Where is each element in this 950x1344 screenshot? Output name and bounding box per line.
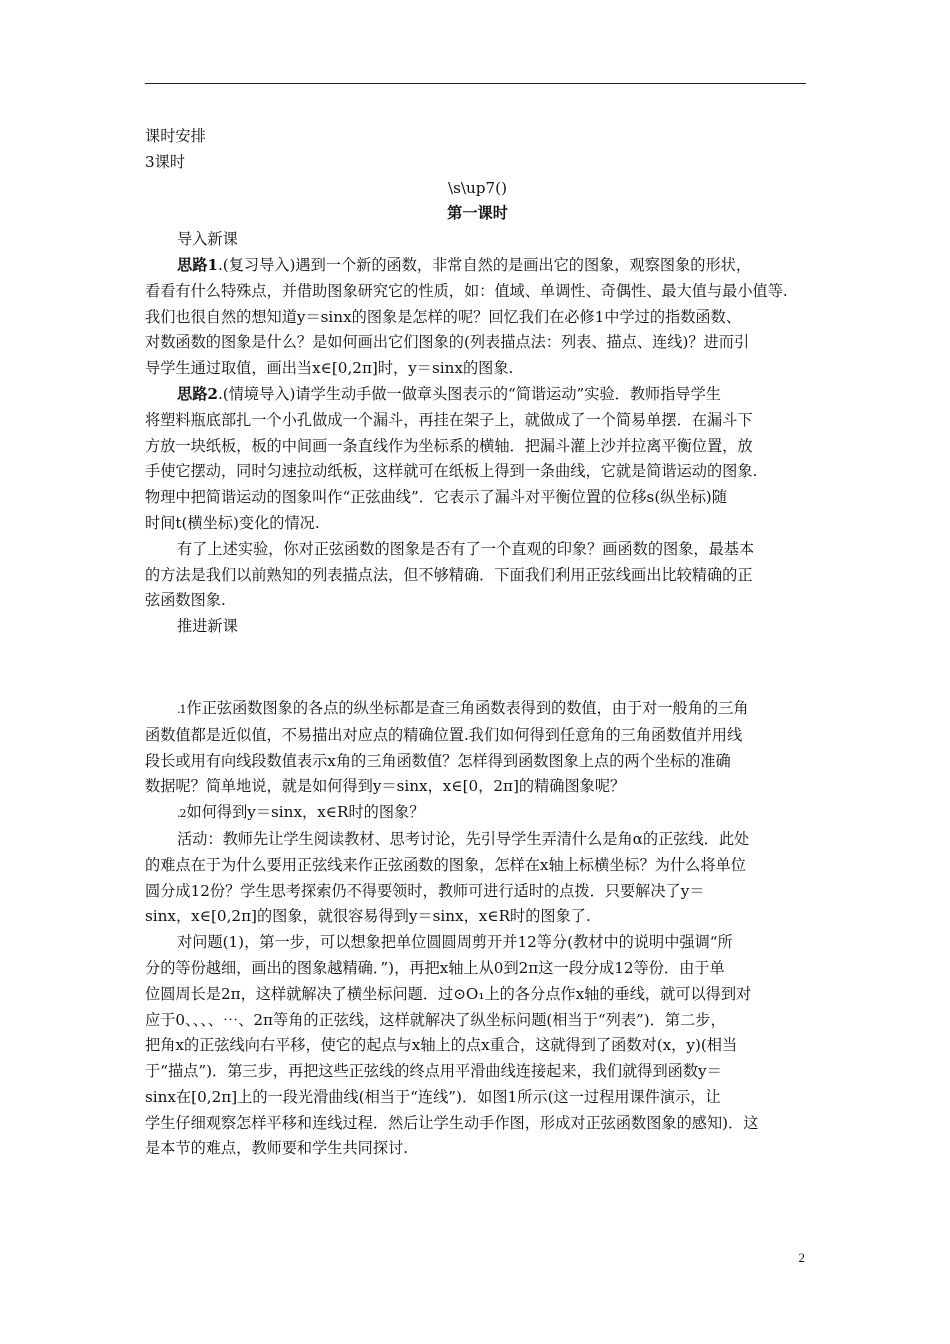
- idea2-first-line: [145, 382, 810, 408]
- question1-line: 段长或用有向线段数值表示x角的三角函数值？怎样得到函数图象上点的两个坐标的准确: [145, 751, 731, 770]
- experiment-line: 有了上述实验，你对正弦函数的图象是否有了一个直观的印象？画函数的图象，最基本: [177, 539, 755, 558]
- section-heading-intro: 导入新课: [177, 230, 238, 249]
- activity-line: 活动：教师先让学生阅读教材、思考讨论，先引导学生弄清什么是角α的正弦线．此处: [177, 829, 750, 848]
- experiment-line: 弦函数图象.: [145, 591, 226, 610]
- idea2-line: 方放一块纸板，板的中间画一条直线作为坐标系的横轴．把漏斗灌上沙并拉离平衡位置，放: [145, 436, 753, 455]
- experiment-paragraph: [145, 537, 810, 614]
- activity-line: 圆分成12份？学生思考探索仍不得要领时，教师可进行适时的点拨．只要解决了y＝: [145, 881, 705, 900]
- question2-number: .2: [177, 807, 186, 821]
- problem1-line: sinx在[0,2π]上的一段光滑曲线(相当于“连线”)．如图1所示(这一过程用课件演示，让: [145, 1087, 721, 1106]
- idea1-line: 导学生通过取值，画出当x∈[0,2π]时，y＝sinx的图象.: [145, 359, 514, 378]
- lesson-title: 第一课时: [447, 204, 508, 223]
- problem1-line: 把角x的正弦线向右平移，使它的起点与x轴上的点x重合，这就得到了函数对(x，y)(相当: [145, 1036, 738, 1055]
- question1-line: 作正弦函数图象的各点的纵坐标都是查三角函数表得到的数值，由于对一般角的三角: [186, 698, 749, 717]
- schedule-label: 课时安排: [145, 127, 206, 145]
- experiment-line: 的方法是我们以前熟知的列表描点法，但不够精确．下面我们利用正弦线画出比较精确的正: [145, 565, 753, 584]
- question1-line: 函数值都是近似值，不易描出对应点的精确位置.我们如何得到任意角的三角函数值并用线: [145, 725, 743, 744]
- problem1-line: 于“描点”)．第三步，再把这些正弦线的终点用平滑曲线连接起来，我们就得到函数y＝: [145, 1062, 722, 1081]
- idea1-line: 看看有什么特殊点，并借助图象研究它的性质，如：值域、单调性、奇偶性、最大值与最小值等.: [145, 281, 788, 300]
- problem1-paragraph: [145, 930, 810, 1162]
- problem1-line: 应于0、、、、⋯、2π等角的正弦线，这样就解决了纵坐标问题(相当于“列表”)．第二步，: [145, 1010, 726, 1029]
- problem1-line: 是本节的难点，教师要和学生共同探讨.: [145, 1139, 409, 1158]
- question1-number: .1: [177, 702, 186, 716]
- section-heading-new: 推进新课: [177, 617, 238, 636]
- question1-first-line: [145, 696, 810, 723]
- problem1-line: 分的等份越细，画出的图象越精确．”)，再把x轴上从0到2π这一段分成12等份．由于单: [145, 958, 725, 977]
- idea1-line: 我们也很自然的想知道y＝sinx的图象是怎样的呢？回忆我们在必修1中学过的指数函数、: [145, 307, 741, 326]
- activity-paragraph: [145, 827, 810, 930]
- idea2-line: .(情境导入)请学生动手做一做章头图表示的“简谐运动”实验．教师指导学生: [217, 384, 721, 403]
- activity-line: 的难点在于为什么要用正弦线来作正弦函数的图象，怎样在x轴上标横坐标？为什么将单位: [145, 855, 746, 874]
- code-line: \s\up7(): [447, 178, 508, 197]
- problem1-line: 位圆周长是2π，这样就解决了横坐标问题．过⊙O₁上的各分点作x轴的垂线，就可以得到对: [145, 984, 752, 1003]
- question2-text: 如何得到y＝sinx，x∈R时的图象？: [186, 803, 425, 822]
- idea1-paragraph: [145, 253, 810, 382]
- schedule-value: 3课时: [145, 152, 186, 171]
- idea1-line: .(复习导入)遇到一个新的函数，非常自然的是画出它的图象，观察图象的形状，: [217, 255, 752, 274]
- problem1-line: 学生仔细观察怎样平移和连线过程．然后让学生动手作图，形成对正弦函数图象的感知)．这: [145, 1113, 759, 1132]
- question2-line: [145, 800, 810, 827]
- idea2-line: 物理中把简谐运动的图象叫作“正弦曲线”．它表示了漏斗对平衡位置的位移s(纵坐标)随: [145, 488, 727, 507]
- idea2-line: 手使它摆动，同时匀速拉动纸板，这样就可在纸板上得到一条曲线，它就是简谐运动的图象.: [145, 462, 758, 481]
- idea2-label: 思路2: [177, 384, 218, 403]
- page-number: 2: [798, 1250, 805, 1265]
- idea1-first-line: [145, 253, 810, 279]
- idea1-label: 思路1: [177, 255, 218, 274]
- spacer: [145, 640, 810, 696]
- question1-paragraph: [145, 696, 810, 800]
- idea1-line: 对数函数的图象是什么？是如何画出它们图象的(列表描点法：列表、描点、连线)？进而引: [145, 333, 750, 352]
- document-body: [145, 124, 810, 1162]
- activity-line: sinx，x∈[0,2π]的图象，就很容易得到y＝sinx，x∈R时的图象了.: [145, 907, 591, 926]
- header-rule: [145, 83, 806, 84]
- question1-line: 数据呢？简单地说，就是如何得到y＝sinx，x∈[0，2π]的精确图象呢？: [145, 777, 626, 796]
- idea2-line: 将塑料瓶底部扎一个小孔做成一个漏斗，再挂在架子上，就做成了一个简易单摆．在漏斗下: [145, 410, 753, 429]
- idea2-line: 时间t(横坐标)变化的情况.: [145, 513, 320, 532]
- problem1-line: 对问题(1)，第一步，可以想象把单位圆圆周剪开并12等分(教材中的说明中强调“所: [177, 933, 733, 952]
- idea2-paragraph: [145, 382, 810, 537]
